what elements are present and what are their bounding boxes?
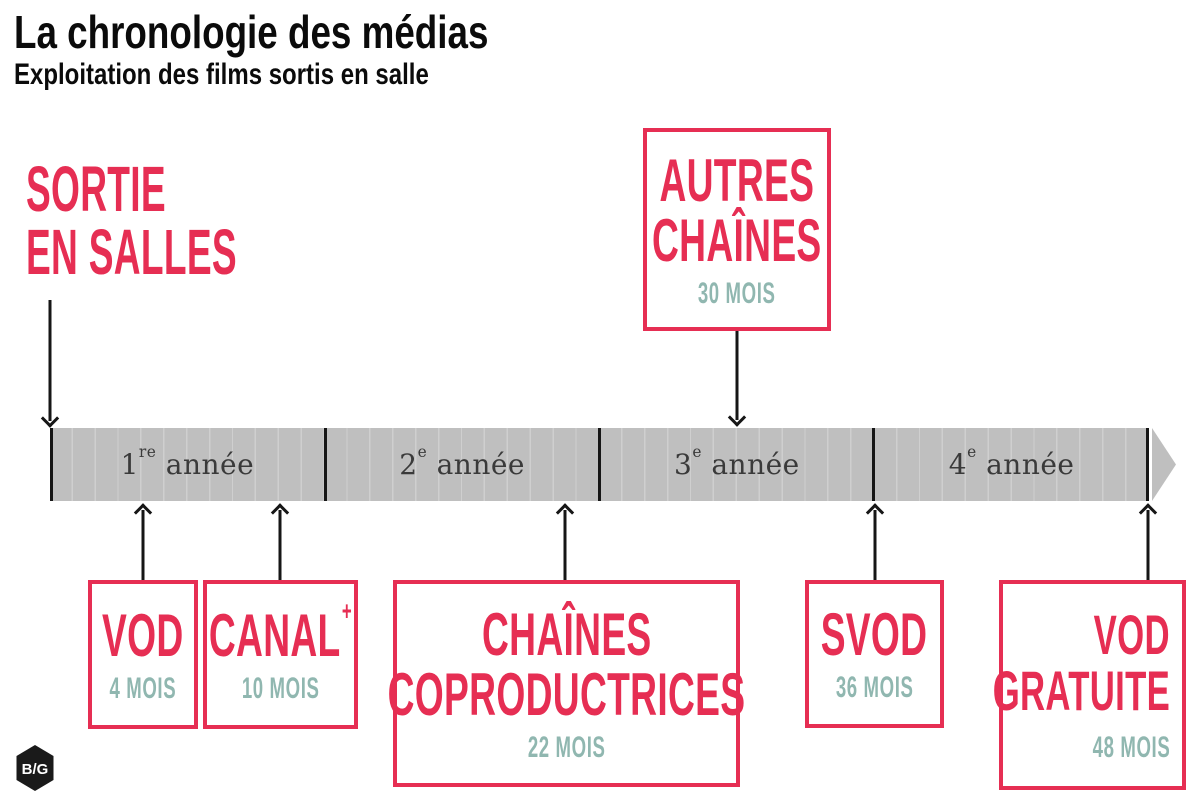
timeline-start-line bbox=[50, 428, 53, 501]
year3-word: année bbox=[701, 448, 800, 481]
window-title-coprod-line2 bbox=[278, 660, 855, 728]
year3-num: 3 bbox=[674, 448, 693, 481]
vod-connector-arrow bbox=[135, 503, 151, 580]
big-logo bbox=[13, 744, 57, 792]
year1-word: année bbox=[156, 448, 255, 481]
year1-label bbox=[120, 442, 255, 481]
svod-connector-arrow bbox=[867, 503, 883, 580]
year1-num: 1 bbox=[120, 448, 139, 481]
window-delay-autres bbox=[674, 276, 799, 310]
coprod-delay-text: 22 MOIS bbox=[527, 730, 606, 764]
window-title-svod bbox=[788, 601, 960, 668]
release-label-line1-text: SORTIE bbox=[26, 153, 166, 225]
page-title bbox=[14, 8, 607, 56]
vod-gratuite-connector-arrow bbox=[1140, 503, 1156, 580]
arrow-shaft bbox=[142, 510, 145, 580]
arrowhead-down-icon bbox=[41, 409, 59, 427]
vodg-delay-text: 48 MOIS bbox=[1092, 731, 1170, 764]
release-connector-arrow bbox=[42, 300, 58, 428]
canal-plus-sign: + bbox=[341, 595, 353, 626]
svod-delay-text: 36 MOIS bbox=[835, 671, 914, 704]
year2-num: 2 bbox=[399, 448, 418, 481]
year3-ordinal-suffix: e bbox=[692, 442, 702, 461]
page-title-text: La chronologie des médias bbox=[14, 6, 489, 58]
autres-delay-text: 30 MOIS bbox=[698, 276, 776, 310]
window-title-vodg-line1 bbox=[1047, 603, 1170, 666]
window-delay-coprod bbox=[504, 730, 629, 764]
timeline-segment-year2 bbox=[325, 428, 600, 501]
release-label-line1 bbox=[26, 153, 390, 225]
timeline-segment-year4 bbox=[874, 428, 1149, 501]
year2-label bbox=[399, 442, 525, 481]
autres-line2-text: CHAÎNES bbox=[652, 206, 822, 274]
arrow-shaft bbox=[874, 510, 877, 580]
release-label bbox=[26, 153, 390, 288]
year4-label bbox=[948, 442, 1075, 481]
arrow-shaft bbox=[279, 510, 282, 580]
year-divider bbox=[872, 428, 875, 501]
arrow-shaft bbox=[564, 510, 567, 580]
window-box-vod-gratuite bbox=[992, 580, 1186, 790]
year2-ordinal-suffix: e bbox=[417, 442, 428, 461]
coprod-line1-text: CHAÎNES bbox=[481, 600, 652, 668]
canal-connector-arrow bbox=[272, 503, 288, 580]
window-title-coprod-line1 bbox=[430, 600, 704, 668]
arrow-shaft bbox=[1147, 510, 1150, 580]
arrow-shaft bbox=[49, 300, 52, 421]
timeline-end-line bbox=[1146, 428, 1149, 501]
page-subtitle-text: Exploitation des films sortis en salle bbox=[14, 58, 429, 92]
autres-connector-arrow bbox=[729, 331, 745, 427]
window-delay-vodg bbox=[1045, 733, 1170, 763]
timeline-bar bbox=[50, 428, 1149, 501]
page-subtitle bbox=[14, 58, 607, 92]
window-title-chaines bbox=[600, 206, 874, 274]
window-title-autres bbox=[612, 146, 862, 214]
year-divider bbox=[598, 428, 601, 501]
window-box-chaines-coproductrices bbox=[387, 580, 746, 787]
canal-delay-text: 10 MOIS bbox=[241, 671, 320, 705]
vodg-line1-text: VOD bbox=[1093, 603, 1170, 666]
timeline-arrowhead bbox=[1152, 428, 1176, 501]
timeline-segment-year1 bbox=[50, 428, 325, 501]
year4-ordinal-suffix: e bbox=[967, 442, 977, 461]
arrow-shaft bbox=[736, 331, 739, 420]
autres-line1-text: AUTRES bbox=[659, 146, 815, 214]
window-delay-vod bbox=[89, 671, 197, 705]
svod-name-text: SVOD bbox=[821, 601, 928, 668]
window-title-canal bbox=[165, 595, 396, 669]
year-divider bbox=[324, 428, 327, 501]
canal-name-text: CANAL bbox=[208, 601, 341, 669]
vodg-line2-text: GRATUITE bbox=[992, 659, 1170, 722]
window-title-vodg-line2 bbox=[884, 659, 1170, 722]
year3-label bbox=[674, 442, 800, 481]
logo-letters: B/G bbox=[21, 761, 49, 778]
year4-word: année bbox=[976, 448, 1075, 481]
coprod-connector-arrow bbox=[557, 503, 573, 580]
vod-name-text: VOD bbox=[102, 601, 184, 669]
year1-ordinal-suffix: re bbox=[138, 442, 157, 461]
coprod-line2-text: COPRODUCTRICES bbox=[387, 660, 746, 728]
header bbox=[14, 8, 607, 92]
year2-word: année bbox=[427, 448, 525, 481]
timeline-segment-year3 bbox=[600, 428, 875, 501]
window-box-autres-chaines bbox=[643, 128, 831, 331]
arrowhead-down-icon bbox=[728, 408, 746, 426]
vod-delay-text: 4 MOIS bbox=[109, 671, 177, 705]
release-label-line2-text: EN SALLES bbox=[26, 215, 237, 288]
release-label-line2 bbox=[26, 215, 390, 288]
year4-num: 4 bbox=[948, 448, 968, 481]
hexagon-logo-icon bbox=[13, 744, 57, 792]
